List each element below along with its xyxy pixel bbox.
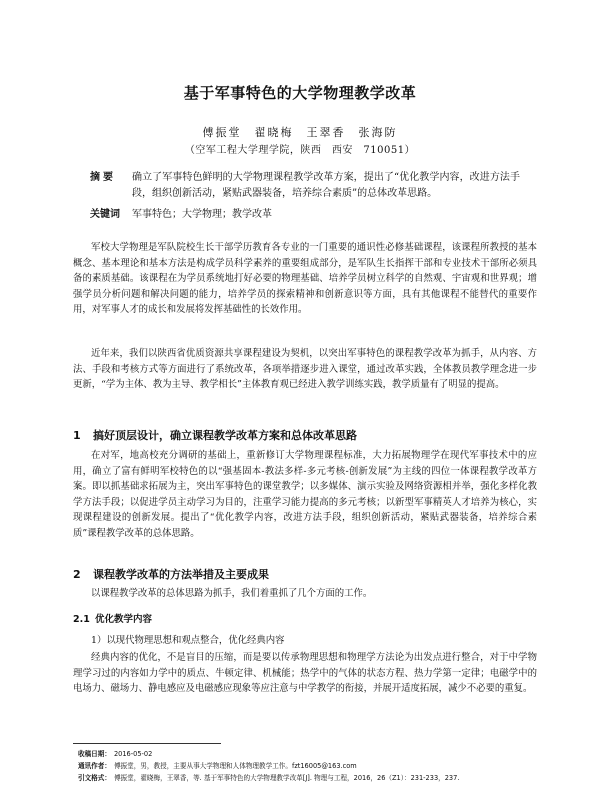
footnote-author-value: 傅振堂，男，教授，主要从事大学物理和人体物理教学工作。fzt16005@163.com	[113, 762, 357, 770]
footnote-citation	[78, 773, 548, 783]
section-2-1-number: 2.1	[73, 614, 90, 625]
section-2-heading	[73, 566, 537, 582]
section-2-number: 2	[73, 568, 81, 581]
section-2-title: 课程教学改革的方法举措及主要成果	[93, 568, 269, 581]
footnote-received-value: 2016-05-02	[113, 750, 153, 758]
footnote-received	[78, 749, 548, 759]
section-1-number: 1	[73, 429, 81, 442]
intro-paragraph-2: 近年来，我们以陕西省优质资源共享课程建设为契机，以突出军事特色的课程教学改革为抓手，从内容、方法、手段和考核方式等方面进行了系统改革，各项举措逐步进入课堂，通过改革实践，全体教员教学理念进一步更新，“学为主体、教为主导、教学相长”主体教育观已经进入教学训练实践，教学质量有了明显的提高。	[73, 348, 537, 391]
intro-paragraph-1: 军校大学物理是军队院校生长干部学历教育各专业的一门重要的通识性必修基础课程，该课程所教授的基本概念、基本理论和基本方法是构成学员科学素养的重要组成部分，是军队生长指挥干部和专业技术干部所必须具备的素质基础。该课程在为学员系统地打好必要的物理基础、培养学员树立科学的自然观、宇宙观和世界观；增强学员分析问题和解决问题的能力，培养学员的探索精神和创新意识等方面，具有其他课程不能替代的重要作用，对军事人才的成长和发展将发挥基础性的长效作用。	[73, 242, 537, 316]
footnote-citation-label: 引文格式：	[78, 774, 111, 782]
footnote-rule	[73, 743, 221, 744]
section-2-1-paragraph: 经典内容的优化，不是盲目的压缩，而是要以传承物理思想和物理学方法论为出发点进行整合，对于中学物理学习过的内容如力学中的质点、牛顿定律、机械能；热学中的气体的状态方程、热力学第一定律；电磁学中的电场力、磁场力、静电感应及电磁感应现象等应注意与中学教学的衔接，并展开适度拓展，减少不必要的重复。	[73, 652, 537, 695]
abstract-label: 摘要	[90, 172, 116, 183]
keywords-text: 军事特色；大学物理；教学改革	[132, 209, 272, 220]
paper-title: 基于军事特色的大学物理教学改革	[183, 84, 417, 102]
footnote-author-label: 通讯作者：	[78, 762, 111, 770]
section-2-1-heading	[73, 611, 537, 625]
keywords-block	[90, 207, 520, 223]
footnote-citation-value: 傅振堂，翟晓梅，王翠香，等. 基于军事特色的大学物理教学改革[J]. 物理与工程，2016，26（Z1）：231-233，237.	[113, 774, 460, 782]
section-2-paragraph: 以课程教学改革的总体思路为抓手，我们着重抓了几个方面的工作。	[91, 588, 373, 599]
section-2-1-title: 优化教学内容	[95, 614, 153, 625]
section-1-heading	[73, 427, 537, 443]
affiliation: （空军工程大学理学院，陕西 西安 710051）	[184, 145, 416, 156]
section-1-paragraph: 在对军，地高校充分调研的基础上，重新修订大学物理课程标准，大力拓展物理学在现代军事技术中的应用，确立了富有鲜明军校特色的以“强基固本-教法多样-多元考核-创新发展”为主线的四位一体课程教学改革方案。即以抓基础求拓展为主，突出军事特色的课堂教学；以多媒体、演示实验及网络资源相并举，强化多样化教学方法手段；以促进学员主动学习为目的，注重学习能力提高的多元考核；以新型军事精英人才培养为核心，实现课程建设的创新发展。提出了“优化教学内容，改进方法手段，组织创新活动，紧贴武器装备，培养综合素质”课程教学改革的总体思路。	[73, 450, 537, 539]
section-2-1-subitem: 1）以现代物理思想和观点整合，优化经典内容	[91, 635, 285, 646]
keywords-label: 关键词	[90, 209, 120, 220]
abstract-text: 确立了军事特色鲜明的大学物理课程教学改革方案，提出了“优化教学内容，改进方法手段，组织创新活动，紧贴武器装备，培养综合素质”的总体改革思路。	[132, 172, 520, 199]
footnote-received-label: 收稿日期：	[78, 750, 111, 758]
author-list: 傅振堂 翟晓梅 王翠香 张海防	[202, 126, 398, 139]
abstract-block	[90, 170, 520, 202]
section-1-title: 搞好顶层设计，确立课程教学改革方案和总体改革思路	[93, 429, 357, 442]
footnote-author	[78, 761, 548, 771]
